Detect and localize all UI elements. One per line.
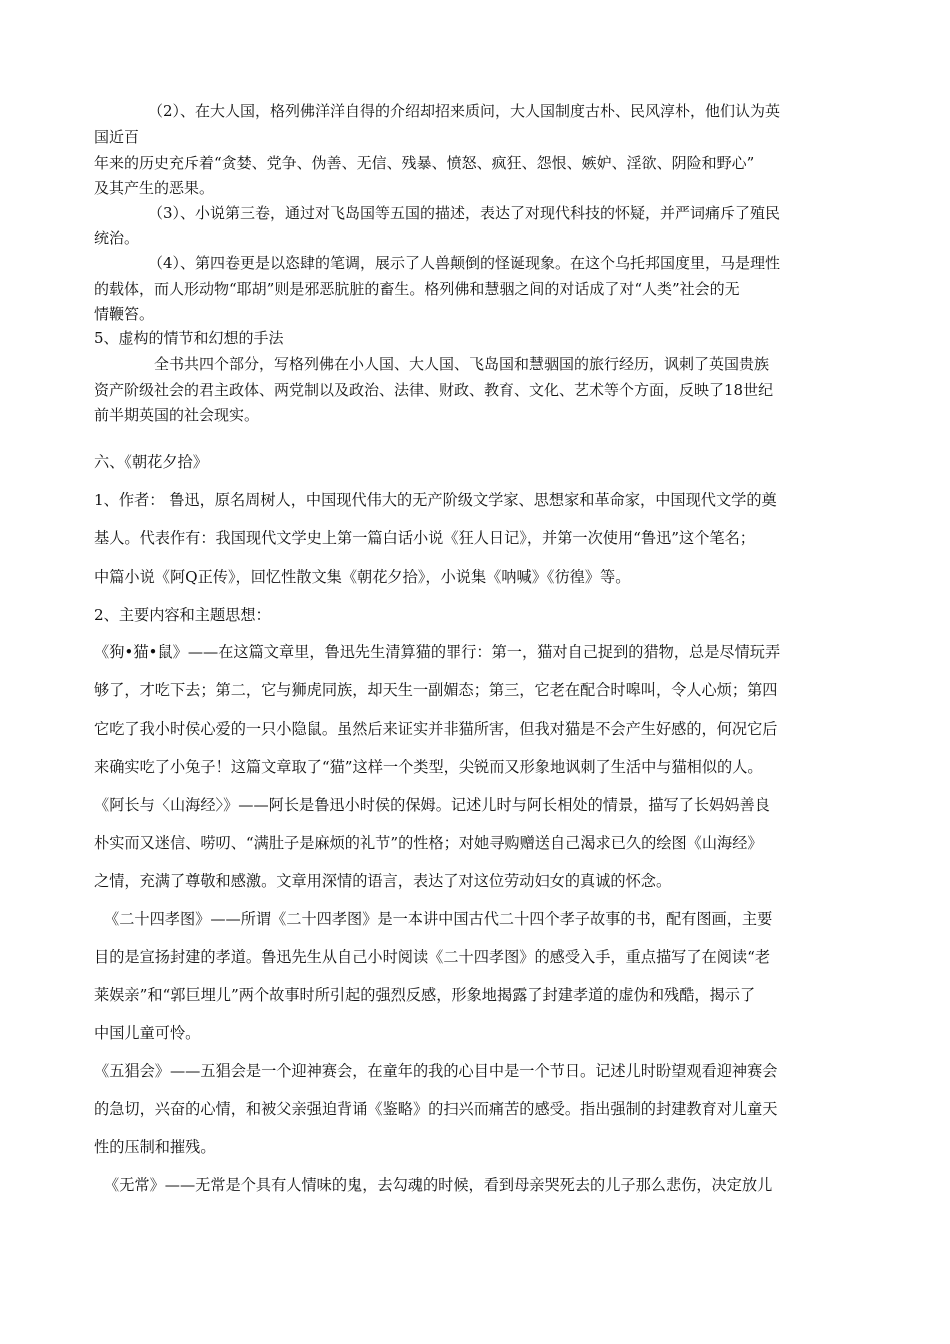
paragraph-5-line-2: 资产阶级社会的君主政体、两党制以及政治、法律、财政、教育、文化、艺术等个方面，反映了18世纪 bbox=[94, 381, 774, 399]
heading-5: 5、虚构的情节和幻想的手法 bbox=[94, 329, 284, 347]
dog-cat-mouse-line-3: 它吃了我小时侯心爱的一只小隐鼠。虽然后来证实并非猫所害，但我对猫是不会产生好感的，何况它后 bbox=[94, 720, 778, 738]
filial-piety-line-3: 莱娱亲”和“郭巨埋儿”两个故事时所引起的强烈反感，形象地揭露了封建孝道的虚伪和残酷，揭示了 bbox=[94, 986, 756, 1004]
author-line-2: 基人。代表作有：我国现代文学史上第一篇白话小说《狂人日记》，并第一次使用“鲁迅”这个笔名； bbox=[94, 529, 755, 547]
dog-cat-mouse-line-4: 来确实吃了小兔子！这篇文章取了“猫”这样一个类型，尖锐而又形象地讽刺了生活中与猫相似的人。 bbox=[94, 758, 763, 776]
a-chang-line-2: 朴实而又迷信、唠叨、“满肚子是麻烦的礼节”的性格；对她寻购赠送自己渴求已久的绘图《山海经》 bbox=[94, 834, 763, 852]
paragraph-3-line-2: 统治。 bbox=[94, 229, 140, 247]
paragraph-4-line-2: 的载体，而人形动物“耶胡”则是邪恶肮脏的畜生。格列佛和慧骃之间的对话成了对“人类”社会的无 bbox=[94, 280, 740, 298]
dog-cat-mouse-line-2: 够了，才吃下去；第二，它与狮虎同族，却天生一副媚态；第三，它老在配合时嗥叫，令人心烦；第四 bbox=[94, 681, 778, 699]
section-six-heading: 六、《朝花夕拾》 bbox=[94, 453, 208, 471]
paragraph-2-line-1: （2）、在大人国，格列佛洋洋自得的介绍却招来质问，大人国制度古朴、民风淳朴，他们认为英 bbox=[148, 102, 781, 120]
paragraph-5-line-1: 全书共四个部分，写格列佛在小人国、大人国、飞岛国和慧骃国的旅行经历，讽刺了英国贵族 bbox=[154, 355, 770, 373]
a-chang-line-1: 《阿长与〈山海经〉》——阿长是鲁迅小时侯的保姆。记述儿时与阿长相处的情景，描写了长妈妈善良 bbox=[94, 796, 770, 814]
wuchang-festival-line-2: 的急切，兴奋的心情，和被父亲强迫背诵《鉴略》的扫兴而痛苦的感受。指出强制的封建教育对儿童天 bbox=[94, 1100, 778, 1118]
impermanence-line-1: 《无常》——无常是个具有人情味的鬼，去勾魂的时候，看到母亲哭死去的儿子那么悲伤，决定放儿 bbox=[104, 1176, 773, 1194]
author-line-1: 1、作者： 鲁迅，原名周树人，中国现代伟大的无产阶级文学家、思想家和革命家，中国现代文学的奠 bbox=[94, 491, 777, 509]
a-chang-line-3: 之情，充满了尊敬和感激。文章用深情的语言，表达了对这位劳动妇女的真诚的怀念。 bbox=[94, 872, 672, 890]
paragraph-2-line-3: 年来的历史充斥着“贪婪、党争、伪善、无信、残暴、愤怒、疯狂、怨恨、嫉妒、淫欲、阴险和野心” bbox=[94, 154, 755, 172]
paragraph-3-line-1: （3）、小说第三卷，通过对飞岛国等五国的描述，表达了对现代科技的怀疑，并严词痛斥了殖民 bbox=[148, 204, 781, 222]
filial-piety-line-1: 《二十四孝图》——所谓《二十四孝图》是一本讲中国古代二十四个孝子故事的书，配有图画，主要 bbox=[104, 910, 773, 928]
paragraph-2-line-2: 国近百 bbox=[94, 128, 140, 146]
filial-piety-line-2: 目的是宣扬封建的孝道。鲁迅先生从自己小时阅读《二十四孝图》的感受入手，重点描写了在阅读“老 bbox=[94, 948, 771, 966]
paragraph-4-line-3: 情鞭笞。 bbox=[94, 305, 155, 323]
paragraph-2-line-4: 及其产生的恶果。 bbox=[94, 179, 215, 197]
filial-piety-line-4: 中国儿童可怜。 bbox=[94, 1024, 201, 1042]
paragraph-5-line-3: 前半期英国的社会现实。 bbox=[94, 406, 260, 424]
wuchang-festival-line-1: 《五猖会》——五猖会是一个迎神赛会，在童年的我的心目中是一个节日。记述儿时盼望观看迎神赛会 bbox=[94, 1062, 778, 1080]
dog-cat-mouse-line-1: 《狗•猫•鼠》——在这篇文章里，鲁迅先生清算猫的罪行：第一，猫对自己捉到的猎物，总是尽情玩弄 bbox=[94, 643, 781, 661]
author-line-3: 中篇小说《阿Q正传》，回忆性散文集《朝花夕拾》，小说集《呐喊》《彷徨》等。 bbox=[94, 568, 631, 586]
wuchang-festival-line-3: 性的压制和摧残。 bbox=[94, 1138, 216, 1156]
content-heading: 2、主要内容和主题思想： bbox=[94, 606, 271, 624]
paragraph-4-line-1: （4）、第四卷更是以恣肆的笔调，展示了人兽颠倒的怪诞现象。在这个乌托邦国度里，马是理性 bbox=[148, 254, 781, 272]
